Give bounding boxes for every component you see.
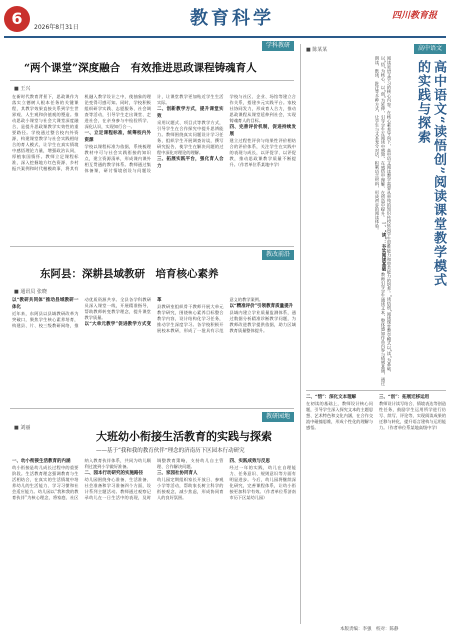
section-title: 教育科学: [190, 8, 274, 29]
divider: [306, 390, 446, 391]
divider: [10, 408, 294, 409]
divider: [10, 246, 294, 247]
article1-title: “两个课堂”深度融合 有效推进思政课程铸魂育人: [24, 62, 257, 74]
article1-tag: 学科教研: [262, 41, 294, 51]
article3-tag: 教研园地: [262, 412, 294, 422]
newspaper-logo: 四川教育报: [392, 11, 438, 21]
article1-byline: ■ 王兴: [14, 86, 31, 92]
article2-tag: 教改前沿: [262, 250, 294, 260]
article3-byline: ■ 刘丽: [14, 425, 31, 431]
article2-body: 以“教研共同体”推动县域教研一体化 近年来，东阿县以县域教研改革为突破口，聚焦学生核心素养培育，构建县、片、校三级教研网络，推动优质资源共享。全县各学科教研员深入课堂一线，开展精准指导，帮助教师转变教学理念，提升课堂教学质量。 以“大单元教学”促进教学方式变革 县教研室组织骨干教师开展大单元教学研究，围绕核心素养目标整合教学内容，设计结构化学习任务，推动学生深度学习。各学校积极开展校本教研，形成了一批具有示范意义的教学案例。 以“精准评价”引领教育质量提升 县域内建立学业质量监测体系，通过数据分析精准诊断教学问题，为教师改进教学提供依据，助力区域教育质量整体提升。: [12, 297, 296, 333]
article3-title: 大班幼小衔接生活教育的实践与探索: [96, 430, 272, 443]
header-divider: [4, 36, 446, 38]
article2-byline: ■ 通讯员 张晓: [14, 289, 47, 295]
article4-body-vertical: 阅读是语文学习的核心内容。在核心素养导向下，高中语文阅读教学需要从单纯的知识传授转向学生思维能力和审美能力的培养。“读悟创”阅读课堂教学模式以“读”为基础、以“悟”为核心、以“创”为延伸，引导学生在阅读中感知、在感悟中理解、在创造中提升。 一、“读”：夯实阅读基础 教师引导学生通读文本，整体感知作品内容与情感基调，通过朗读、默读、批注等多种方式，让学生与文本充分对话，积累语言材料，形成初步的阅读体验。: [375, 56, 392, 386]
article2-title: 东阿县：深耕县域教研 培育核心素养: [40, 268, 219, 280]
divider: [10, 80, 294, 81]
article3-subtitle: ——基于“我和我的教育伙伴”理念的济南历下区园本行动研究: [96, 448, 245, 454]
article1-body: 在新时代教育背景下，思政课作为落实立德树人根本任务的关键课程，其教学效果直接关系到学生世界观、人生观和价值观的塑造。推动思政小课堂与社会大课堂深度融合，是提升思政课教学实效性的重要路径。学校通过整合校内外资源，构建课堂教学与社会实践相结合的育人模式，让学生在真实情境中感悟理论力量，增强政治认同，厚植家国情怀。教师立足课程标准，深入挖掘地方红色资源、乡村振兴案例和时代楷模故事，将其有机融入教学设计之中，使抽象的理论变得可感可知。同时，学校积极组织研学实践、志愿服务、社会调查等活动，引导学生走出课堂、走进社会，在亲身参与中检验所学、深化认识，实现知行合一。 一、立足课程标准，统筹校内外资源 学校以课程标准为依据，系统梳理教材中可与社会实践衔接的知识点，建立资源清单，形成课内课外相互贯通的教学体系。教师通过集体备课，研讨情境创设与问题设计，让课堂教学更加贴近学生生活实际。 二、创新教学方式，提升课堂实效 采用议题式、项目式等教学方式，引导学生在合作探究中提升思辨能力。教师围绕真实问题设计学习任务，组织学生开展调查访谈，撰写研究报告，使学生在解决问题的过程中深化对理论的理解。 三、拓展实践平台，强化育人合力 学校与社区、企业、场馆等建立合作关系，搭建多元实践平台。家校社协同发力，形成育人合力，推动思政课程从课堂延伸到社会，实现铸魂育人的目标。 四、完善评价机制，促进持续发展 建立过程性评价与结果性评价相结合的评价体系，关注学生在实践中的表现与成长，以评促学、以评促教，推动思政课教学质量不断提升。（作者单位系某地中学）: [12, 94, 296, 173]
article4-byline: ■ 陈某某: [306, 47, 328, 53]
issue-date: 2026年8月31日: [34, 24, 79, 31]
article4-title: 高中语文“读悟创”阅读课堂教学模式的实践与探索: [415, 60, 446, 287]
column-divider: [300, 44, 301, 624]
page-number: 6: [4, 6, 30, 32]
article3-body: 一、幼小衔接生活教育的内涵 幼小衔接是幼儿成长过程中的重要阶段。生活教育理念强调教育与生活相结合，在真实的生活情境中培养幼儿的生活能力、学习习惯和社会适应能力。幼儿园以“我和我的教育伙伴”为核心理念，将家庭、社区纳入教育伙伴体系，共同为幼儿顺利过渡到小学做好准备。 二、园本行动研究的实施路径 幼儿园围绕身心准备、生活准备、社会准备和学习准备四个方面，设计系列主题活动。教师通过观察记录幼儿在一日生活中的表现，及时调整教育策略，支持幼儿自主管理、合作解决问题。 三、家园社协同育人 幼儿园定期组织家长开放日、参观小学等活动，帮助家长树立科学的衔接观念，减少焦虑，形成协同育人的良好氛围。 四、实践成效与反思 经过一年的实践，幼儿在自理能力、任务意识、规则意识等方面有明显进步。今后，幼儿园将继续深化研究，完善课程体系，让幼小衔接更加科学有效。（作者单位系济南市历下区某幼儿园）: [12, 458, 296, 500]
article4-body-horizontal: 二、“悟”：深化文本理解 在初读的基础上，教师设计核心问题，引导学生深入探究文本的主题思想、艺术特色和文化内涵，在合作交流中碰撞思维，形成个性化的理解与感悟。 三、“创”：拓展迁移运用 教师设计读写结合、情境表达等创造性任务，鼓励学生运用所学进行仿写、续写、评论等，实现阅读成果的迁移与转化，提升语言建构与运用能力。（作者单位系某地高级中学）: [306, 395, 446, 430]
article4-tag: 高中语文: [414, 44, 446, 54]
page-footer: 本版责编：李强 校对：陈静: [340, 627, 399, 632]
